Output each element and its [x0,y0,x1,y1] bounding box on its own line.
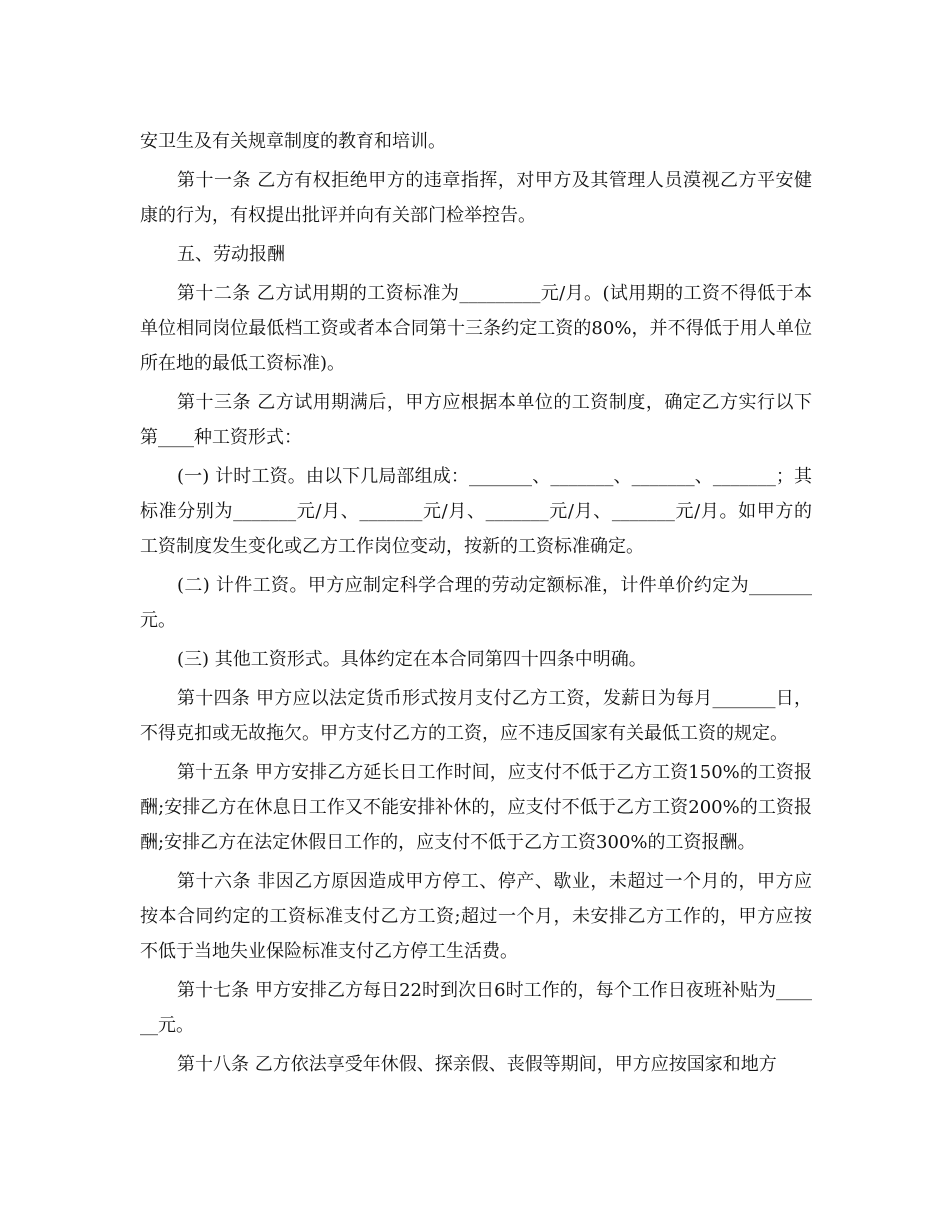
paragraph-other-wage: (三) 其他工资形式。具体约定在本合同第四十四条中明确。 [177,649,647,670]
section-heading-labor-remuneration: 五、劳动报酬 [177,244,285,265]
paragraph-time-wage: (一) 计时工资。由以下几局部组成：_______、_______、_______、_______；其标准分别为_______元/月、_______元/月、_______元/月、_______元/月。如甲方的工资制度发生变化或乙方工作岗位变动，按新的工资标准确定。 [140,466,812,557]
paragraph-article-16: 第十六条 非因乙方原因造成甲方停工、停产、歇业，未超过一个月的，甲方应按本合同约定的工资标准支付乙方工资;超过一个月，未安排乙方工作的，甲方应按不低于当地失业保险标准支付乙方停工生活费。 [140,871,812,962]
paragraph-piece-wage: (二) 计件工资。甲方应制定科学合理的劳动定额标准，计件单价约定为_______元。 [140,575,812,631]
paragraph-article-17: 第十七条 甲方安排乙方每日22时到次日6时工作的，每个工作日夜班补贴为______元。 [140,980,812,1036]
paragraph-article-14: 第十四条 甲方应以法定货币形式按月支付乙方工资，发薪日为每月_______日，不得克扣或无故拖欠。甲方支付乙方的工资，应不违反国家有关最低工资的规定。 [140,688,812,744]
paragraph-continuation-safety-training: 安卫生及有关规章制度的教育和培训。 [140,131,446,152]
paragraph-article-15: 第十五条 甲方安排乙方延长日工作时间，应支付不低于乙方工资150%的工资报酬;安排乙方在休息日工作又不能安排补休的，应支付不低于乙方工资200%的工资报酬;安排乙方在法定休假日工作的，应支付不低于乙方工资300%的工资报酬。 [140,762,812,853]
document-body [140,124,812,1086]
paragraph-article-12: 第十二条 乙方试用期的工资标准为_________元/月。(试用期的工资不得低于本单位相同岗位最低档工资或者本合同第十三条约定工资的80%，并不得低于用人单位所在地的最低工资标准)。 [140,283,812,374]
paragraph-article-13: 第十三条 乙方试用期满后，甲方应根据本单位的工资制度，确定乙方实行以下第____种工资形式： [140,392,812,448]
paragraph-article-11: 第十一条 乙方有权拒绝甲方的违章指挥，对甲方及其管理人员漠视乙方平安健康的行为，有权提出批评并向有关部门检举控告。 [140,170,812,226]
paragraph-article-18: 第十八条 乙方依法享受年休假、探亲假、丧假等期间，甲方应按国家和地方 [177,1054,777,1075]
